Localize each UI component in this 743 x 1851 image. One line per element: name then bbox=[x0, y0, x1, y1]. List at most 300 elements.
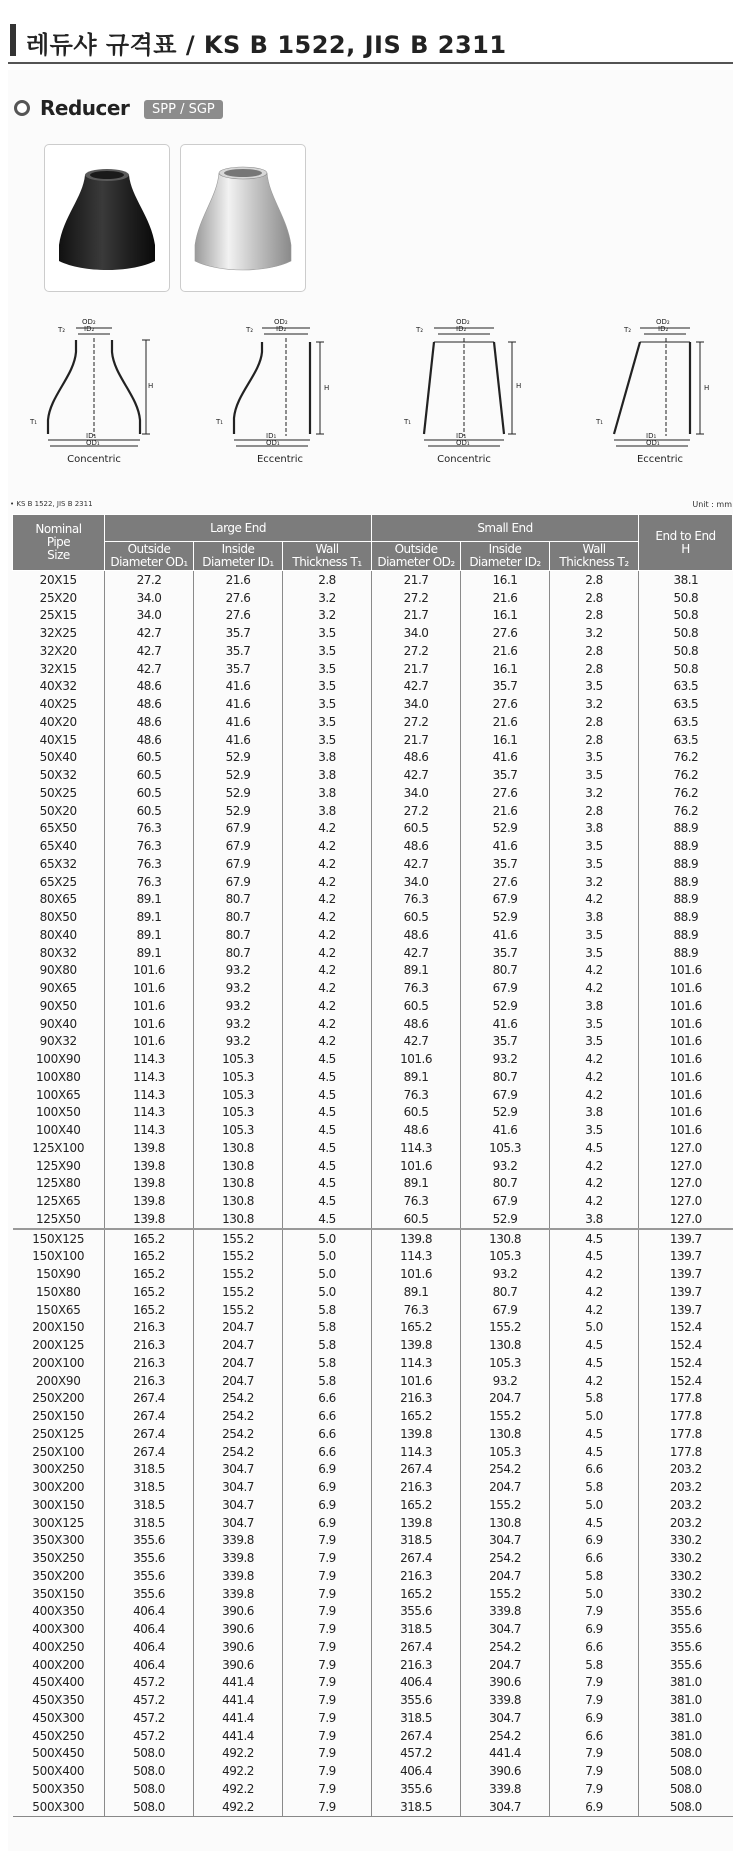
table-row bbox=[13, 624, 733, 642]
table-cell: 60.5 bbox=[372, 908, 461, 926]
table-cell: 339.8 bbox=[461, 1780, 550, 1798]
table-cell: 42.7 bbox=[372, 944, 461, 962]
table-cell: 267.4 bbox=[372, 1461, 461, 1479]
table-cell: 93.2 bbox=[461, 1157, 550, 1175]
table-cell: 89.1 bbox=[372, 1283, 461, 1301]
table-row bbox=[13, 873, 733, 891]
table-row bbox=[13, 1567, 733, 1585]
table-cell: 457.2 bbox=[105, 1691, 194, 1709]
table-row bbox=[13, 589, 733, 607]
table-cell: 5.8 bbox=[283, 1336, 372, 1354]
table-cell: 441.4 bbox=[194, 1727, 283, 1745]
header-small-end: Small End bbox=[372, 515, 639, 542]
table-cell: 130.8 bbox=[194, 1192, 283, 1210]
table-cell: 3.5 bbox=[550, 678, 639, 696]
table-cell: 130.8 bbox=[194, 1175, 283, 1193]
table-row bbox=[13, 837, 733, 855]
table-row bbox=[13, 713, 733, 731]
table-cell: 508.0 bbox=[105, 1762, 194, 1780]
table-cell: 3.5 bbox=[550, 1015, 639, 1033]
table-cell: 165.2 bbox=[105, 1283, 194, 1301]
table-cell: 41.6 bbox=[461, 837, 550, 855]
table-cell: 35.7 bbox=[461, 678, 550, 696]
table-cell: 155.2 bbox=[194, 1301, 283, 1319]
table-cell: 34.0 bbox=[372, 784, 461, 802]
table-cell: 5.0 bbox=[283, 1248, 372, 1266]
table-cell: 508.0 bbox=[669, 1781, 702, 1796]
table-cell: 300X250 bbox=[13, 1461, 105, 1479]
table-cell: 165.2 bbox=[372, 1319, 461, 1337]
table-cell: 318.5 bbox=[105, 1461, 194, 1479]
table-cell: 155.2 bbox=[194, 1248, 283, 1266]
table-cell: 318.5 bbox=[105, 1496, 194, 1514]
table-cell: 450X250 bbox=[13, 1727, 105, 1745]
table-cell: 27.6 bbox=[461, 624, 550, 642]
table-cell: 4.2 bbox=[283, 962, 372, 980]
table-cell: 3.5 bbox=[550, 944, 639, 962]
table-cell: 177.8 bbox=[669, 1426, 702, 1441]
table-cell: 3.5 bbox=[550, 1033, 639, 1051]
header-line: H bbox=[681, 541, 690, 556]
table-cell: 165.2 bbox=[105, 1229, 194, 1248]
table-cell: 4.2 bbox=[550, 1265, 639, 1283]
table-cell: 406.4 bbox=[372, 1762, 461, 1780]
header-nominal-size bbox=[13, 515, 105, 571]
table-cell: 139.8 bbox=[372, 1229, 461, 1248]
table-cell: 400X300 bbox=[13, 1620, 105, 1638]
table-row bbox=[13, 1514, 733, 1532]
table-cell: 7.9 bbox=[283, 1603, 372, 1621]
table-cell: 40X15 bbox=[13, 731, 105, 749]
table-cell: 318.5 bbox=[372, 1532, 461, 1550]
table-cell: 4.5 bbox=[550, 1514, 639, 1532]
table-cell: 76.3 bbox=[372, 979, 461, 997]
table-cell: 267.4 bbox=[372, 1549, 461, 1567]
table-row bbox=[13, 1248, 733, 1266]
table-row bbox=[13, 660, 733, 678]
table-cell: 80.7 bbox=[461, 1283, 550, 1301]
table-cell: 4.5 bbox=[283, 1175, 372, 1193]
table-cell: 130.8 bbox=[461, 1425, 550, 1443]
table-row bbox=[13, 1390, 733, 1408]
table-cell: 254.2 bbox=[461, 1461, 550, 1479]
table-cell: 35.7 bbox=[194, 660, 283, 678]
table-cell: 7.9 bbox=[283, 1674, 372, 1692]
table-cell: 101.6 bbox=[105, 997, 194, 1015]
diagram-label: Eccentric bbox=[636, 454, 684, 465]
header-line: Pipe bbox=[46, 535, 71, 549]
table-cell: 6.9 bbox=[550, 1532, 639, 1550]
table-row bbox=[13, 997, 733, 1015]
table-cell: 304.7 bbox=[461, 1620, 550, 1638]
table-cell: 105.3 bbox=[461, 1354, 550, 1372]
table-cell: 139.8 bbox=[372, 1336, 461, 1354]
table-cell: 16.1 bbox=[461, 571, 550, 589]
table-cell: 80.7 bbox=[461, 1175, 550, 1193]
table-cell: 100X50 bbox=[13, 1104, 105, 1122]
table-row bbox=[13, 1443, 733, 1461]
table-cell: 101.6 bbox=[105, 1033, 194, 1051]
table-cell: 35.7 bbox=[194, 624, 283, 642]
t1-label: T₁ bbox=[216, 418, 224, 426]
table-cell: 6.9 bbox=[283, 1496, 372, 1514]
table-cell: 50X20 bbox=[13, 802, 105, 820]
table-row bbox=[13, 944, 733, 962]
table-cell: 60.5 bbox=[372, 997, 461, 1015]
header-t2 bbox=[550, 542, 639, 571]
table-cell: 355.6 bbox=[372, 1780, 461, 1798]
table-cell: 203.2 bbox=[669, 1497, 702, 1512]
table-cell: 16.1 bbox=[461, 731, 550, 749]
table-cell: 35.7 bbox=[194, 642, 283, 660]
table-cell: 150X125 bbox=[13, 1229, 105, 1248]
table-cell: 65X40 bbox=[13, 837, 105, 855]
table-cell: 52.9 bbox=[194, 802, 283, 820]
table-cell: 60.5 bbox=[105, 749, 194, 767]
table-cell: 3.8 bbox=[550, 1210, 639, 1229]
table-row bbox=[13, 1407, 733, 1425]
diagram-label: Concentric bbox=[67, 454, 121, 465]
table-cell: 41.6 bbox=[194, 678, 283, 696]
table-cell: 204.7 bbox=[194, 1319, 283, 1337]
table-cell: 355.6 bbox=[669, 1622, 702, 1637]
table-cell: 304.7 bbox=[194, 1461, 283, 1479]
concentric-diagram bbox=[30, 312, 158, 472]
table-row bbox=[13, 1354, 733, 1372]
table-cell: 65X25 bbox=[13, 873, 105, 891]
table-cell: 130.8 bbox=[194, 1157, 283, 1175]
table-cell: 381.0 bbox=[669, 1675, 702, 1690]
table-cell: 2.8 bbox=[550, 713, 639, 731]
table-cell: 450X300 bbox=[13, 1709, 105, 1727]
table-cell: 50.8 bbox=[673, 608, 699, 623]
table-cell: 48.6 bbox=[105, 695, 194, 713]
table-cell: 40X32 bbox=[13, 678, 105, 696]
table-cell: 100X65 bbox=[13, 1086, 105, 1104]
table-cell: 21.6 bbox=[461, 589, 550, 607]
table-cell: 48.6 bbox=[372, 926, 461, 944]
table-cell: 355.6 bbox=[105, 1567, 194, 1585]
table-cell: 7.9 bbox=[283, 1656, 372, 1674]
table-cell: 4.2 bbox=[283, 979, 372, 997]
table-cell: 101.6 bbox=[105, 962, 194, 980]
table-cell: 155.2 bbox=[194, 1265, 283, 1283]
table-cell: 4.5 bbox=[550, 1443, 639, 1461]
table-cell: 101.6 bbox=[669, 1123, 702, 1138]
table-cell: 150X65 bbox=[13, 1301, 105, 1319]
table-cell: 400X250 bbox=[13, 1638, 105, 1656]
table-cell: 2.8 bbox=[550, 802, 639, 820]
table-cell: 42.7 bbox=[105, 624, 194, 642]
table-cell: 204.7 bbox=[194, 1354, 283, 1372]
table-row bbox=[13, 1157, 733, 1175]
table-cell: 3.2 bbox=[550, 624, 639, 642]
table-cell: 42.7 bbox=[372, 855, 461, 873]
table-cell: 5.8 bbox=[283, 1372, 372, 1390]
table-cell: 6.6 bbox=[550, 1727, 639, 1745]
table-cell: 48.6 bbox=[105, 731, 194, 749]
table-cell: 7.9 bbox=[283, 1638, 372, 1656]
table-row bbox=[13, 766, 733, 784]
table-cell: 150X100 bbox=[13, 1248, 105, 1266]
table-cell: 139.8 bbox=[105, 1210, 194, 1229]
table-cell: 101.6 bbox=[669, 1087, 702, 1102]
header-id1 bbox=[194, 542, 283, 571]
table-cell: 48.6 bbox=[105, 678, 194, 696]
table-cell: 7.9 bbox=[283, 1798, 372, 1816]
table-cell: 101.6 bbox=[105, 979, 194, 997]
table-cell: 6.6 bbox=[283, 1407, 372, 1425]
table-cell: 165.2 bbox=[105, 1248, 194, 1266]
table-row bbox=[13, 908, 733, 926]
table-cell: 165.2 bbox=[105, 1265, 194, 1283]
table-cell: 139.7 bbox=[669, 1267, 702, 1282]
table-cell: 318.5 bbox=[105, 1478, 194, 1496]
table-cell: 204.7 bbox=[194, 1336, 283, 1354]
standard-note: • KS B 1522, JIS B 2311 bbox=[10, 500, 93, 508]
header-large-end: Large End bbox=[105, 515, 372, 542]
h-label: H bbox=[324, 384, 330, 392]
table-cell: 165.2 bbox=[372, 1585, 461, 1603]
table-cell: 34.0 bbox=[105, 607, 194, 625]
table-cell: 355.6 bbox=[105, 1532, 194, 1550]
table-cell: 90X40 bbox=[13, 1015, 105, 1033]
table-row bbox=[13, 1336, 733, 1354]
table-cell: 4.2 bbox=[283, 855, 372, 873]
table-cell: 32X15 bbox=[13, 660, 105, 678]
od1-label: OD₁ bbox=[86, 439, 100, 447]
table-row bbox=[13, 1319, 733, 1337]
table-cell: 152.4 bbox=[669, 1320, 702, 1335]
table-cell: 3.8 bbox=[283, 766, 372, 784]
table-cell: 35.7 bbox=[461, 944, 550, 962]
table-row bbox=[13, 1691, 733, 1709]
t2-label: T₂ bbox=[246, 326, 254, 334]
id1-label: ID₁ bbox=[86, 432, 97, 440]
table-cell: 304.7 bbox=[461, 1798, 550, 1816]
circle-bullet-icon bbox=[14, 100, 30, 116]
od1-label: OD₁ bbox=[266, 439, 280, 447]
table-cell: 2.8 bbox=[550, 607, 639, 625]
table-cell: 34.0 bbox=[372, 695, 461, 713]
table-cell: 508.0 bbox=[105, 1745, 194, 1763]
table-cell: 4.5 bbox=[283, 1086, 372, 1104]
table-cell: 216.3 bbox=[105, 1372, 194, 1390]
table-cell: 150X90 bbox=[13, 1265, 105, 1283]
table-cell: 127.0 bbox=[669, 1140, 702, 1155]
table-cell: 4.2 bbox=[283, 873, 372, 891]
header-line: Thickness T₁ bbox=[292, 555, 362, 569]
header-line: Diameter ID₁ bbox=[202, 555, 274, 569]
table-cell: 42.7 bbox=[372, 1033, 461, 1051]
table-cell: 441.4 bbox=[194, 1691, 283, 1709]
table-cell: 101.6 bbox=[669, 1105, 702, 1120]
table-cell: 406.4 bbox=[105, 1638, 194, 1656]
table-cell: 105.3 bbox=[461, 1443, 550, 1461]
table-row bbox=[13, 1585, 733, 1603]
table-cell: 3.5 bbox=[550, 926, 639, 944]
table-cell: 4.5 bbox=[283, 1104, 372, 1122]
header-line: Thickness T₂ bbox=[559, 555, 629, 569]
table-cell: 60.5 bbox=[105, 802, 194, 820]
table-cell: 3.2 bbox=[550, 873, 639, 891]
table-cell: 3.8 bbox=[550, 997, 639, 1015]
table-cell: 4.2 bbox=[550, 1372, 639, 1390]
table-cell: 390.6 bbox=[194, 1603, 283, 1621]
table-cell: 32X25 bbox=[13, 624, 105, 642]
table-cell: 4.2 bbox=[550, 1068, 639, 1086]
table-cell: 339.8 bbox=[461, 1603, 550, 1621]
table-cell: 304.7 bbox=[194, 1496, 283, 1514]
table-cell: 200X125 bbox=[13, 1336, 105, 1354]
table-cell: 3.2 bbox=[550, 695, 639, 713]
table-cell: 139.8 bbox=[105, 1175, 194, 1193]
table-cell: 267.4 bbox=[105, 1425, 194, 1443]
table-cell: 2.8 bbox=[550, 642, 639, 660]
table-cell: 139.7 bbox=[669, 1302, 702, 1317]
table-cell: 101.6 bbox=[372, 1372, 461, 1390]
header-line: Inside bbox=[221, 542, 255, 556]
table-cell: 93.2 bbox=[194, 979, 283, 997]
table-cell: 390.6 bbox=[194, 1620, 283, 1638]
table-cell: 4.2 bbox=[283, 997, 372, 1015]
table-row bbox=[13, 749, 733, 767]
table-row bbox=[13, 731, 733, 749]
table-cell: 35.7 bbox=[461, 855, 550, 873]
header-line: Wall bbox=[315, 542, 339, 556]
table-cell: 65X50 bbox=[13, 820, 105, 838]
table-cell: 4.5 bbox=[283, 1068, 372, 1086]
table-cell: 52.9 bbox=[461, 908, 550, 926]
table-cell: 50.8 bbox=[673, 590, 699, 605]
table-cell: 27.2 bbox=[105, 571, 194, 589]
table-cell: 89.1 bbox=[105, 944, 194, 962]
table-row bbox=[13, 1050, 733, 1068]
table-cell: 125X65 bbox=[13, 1192, 105, 1210]
table-cell: 3.8 bbox=[550, 1104, 639, 1122]
table-cell: 93.2 bbox=[194, 1015, 283, 1033]
table-row bbox=[13, 1104, 733, 1122]
table-cell: 114.3 bbox=[372, 1248, 461, 1266]
table-row bbox=[13, 802, 733, 820]
table-cell: 21.7 bbox=[372, 731, 461, 749]
table-cell: 508.0 bbox=[639, 1798, 733, 1816]
table-cell: 355.6 bbox=[105, 1549, 194, 1567]
table-cell: 76.2 bbox=[673, 785, 699, 800]
table-cell: 5.8 bbox=[283, 1354, 372, 1372]
table-row bbox=[13, 1620, 733, 1638]
h-label: H bbox=[704, 384, 710, 392]
table-cell: 139.8 bbox=[105, 1157, 194, 1175]
table-cell: 114.3 bbox=[372, 1354, 461, 1372]
table-cell: 5.8 bbox=[550, 1656, 639, 1674]
table-row bbox=[13, 1638, 733, 1656]
table-cell: 93.2 bbox=[194, 997, 283, 1015]
table-cell: 4.5 bbox=[550, 1139, 639, 1157]
table-cell: 88.9 bbox=[673, 945, 699, 960]
table-cell: 339.8 bbox=[194, 1567, 283, 1585]
table-cell: 105.3 bbox=[194, 1086, 283, 1104]
table-cell: 492.2 bbox=[194, 1798, 283, 1816]
table-cell: 90X50 bbox=[13, 997, 105, 1015]
table-cell: 500X400 bbox=[13, 1762, 105, 1780]
h-label: H bbox=[148, 382, 154, 390]
table-cell: 339.8 bbox=[194, 1549, 283, 1567]
table-cell: 267.4 bbox=[105, 1390, 194, 1408]
od1-label: OD₁ bbox=[456, 439, 470, 447]
table-cell: 101.6 bbox=[669, 1069, 702, 1084]
table-cell: 27.2 bbox=[372, 713, 461, 731]
table-cell: 80.7 bbox=[461, 1068, 550, 1086]
table-cell: 7.9 bbox=[283, 1709, 372, 1727]
table-cell: 34.0 bbox=[372, 624, 461, 642]
table-cell: 406.4 bbox=[105, 1620, 194, 1638]
table-cell: 27.2 bbox=[372, 642, 461, 660]
table-cell: 48.6 bbox=[372, 837, 461, 855]
table-cell: 203.2 bbox=[669, 1462, 702, 1477]
table-cell: 300X200 bbox=[13, 1478, 105, 1496]
header-od2 bbox=[372, 542, 461, 571]
table-row bbox=[13, 1656, 733, 1674]
table-cell: 89.1 bbox=[372, 1175, 461, 1193]
table-cell: 330.2 bbox=[669, 1533, 702, 1548]
table-cell: 254.2 bbox=[194, 1425, 283, 1443]
table-cell: 216.3 bbox=[105, 1336, 194, 1354]
table-cell: 250X125 bbox=[13, 1425, 105, 1443]
table-cell: 492.2 bbox=[194, 1745, 283, 1763]
table-cell: 267.4 bbox=[372, 1638, 461, 1656]
table-cell: 381.0 bbox=[669, 1728, 702, 1743]
table-cell: 457.2 bbox=[372, 1745, 461, 1763]
table-cell: 318.5 bbox=[372, 1709, 461, 1727]
t2-label: T₂ bbox=[416, 326, 424, 334]
table-row bbox=[13, 1015, 733, 1033]
black-reducer-photo bbox=[44, 144, 170, 292]
table-cell: 27.6 bbox=[461, 784, 550, 802]
table-cell: 5.8 bbox=[283, 1319, 372, 1337]
table-cell: 254.2 bbox=[461, 1638, 550, 1656]
table-cell: 67.9 bbox=[194, 873, 283, 891]
header-line: Diameter ID₂ bbox=[469, 555, 541, 569]
table-cell: 130.8 bbox=[461, 1336, 550, 1354]
table-cell: 52.9 bbox=[461, 820, 550, 838]
table-cell: 4.2 bbox=[550, 1050, 639, 1068]
table-cell: 76.2 bbox=[673, 803, 699, 818]
table-cell: 441.4 bbox=[194, 1674, 283, 1692]
table-cell: 450X350 bbox=[13, 1691, 105, 1709]
table-cell: 7.9 bbox=[283, 1532, 372, 1550]
t1-label: T₁ bbox=[30, 418, 38, 426]
table-cell: 4.5 bbox=[283, 1157, 372, 1175]
table-cell: 21.7 bbox=[372, 660, 461, 678]
table-cell: 5.0 bbox=[550, 1585, 639, 1603]
table-cell: 60.5 bbox=[372, 1104, 461, 1122]
table-cell: 80X50 bbox=[13, 908, 105, 926]
header-line: Size bbox=[47, 548, 70, 562]
header-od1 bbox=[105, 542, 194, 571]
table-cell: 76.3 bbox=[372, 1301, 461, 1319]
table-cell: 5.8 bbox=[550, 1390, 639, 1408]
table-cell: 492.2 bbox=[194, 1762, 283, 1780]
table-cell: 350X150 bbox=[13, 1585, 105, 1603]
table-row bbox=[13, 1372, 733, 1390]
table-cell: 114.3 bbox=[372, 1139, 461, 1157]
table-cell: 80.7 bbox=[194, 926, 283, 944]
table-cell: 3.5 bbox=[550, 837, 639, 855]
table-cell: 254.2 bbox=[194, 1443, 283, 1461]
table-cell: 7.9 bbox=[283, 1585, 372, 1603]
header-t1 bbox=[283, 542, 372, 571]
